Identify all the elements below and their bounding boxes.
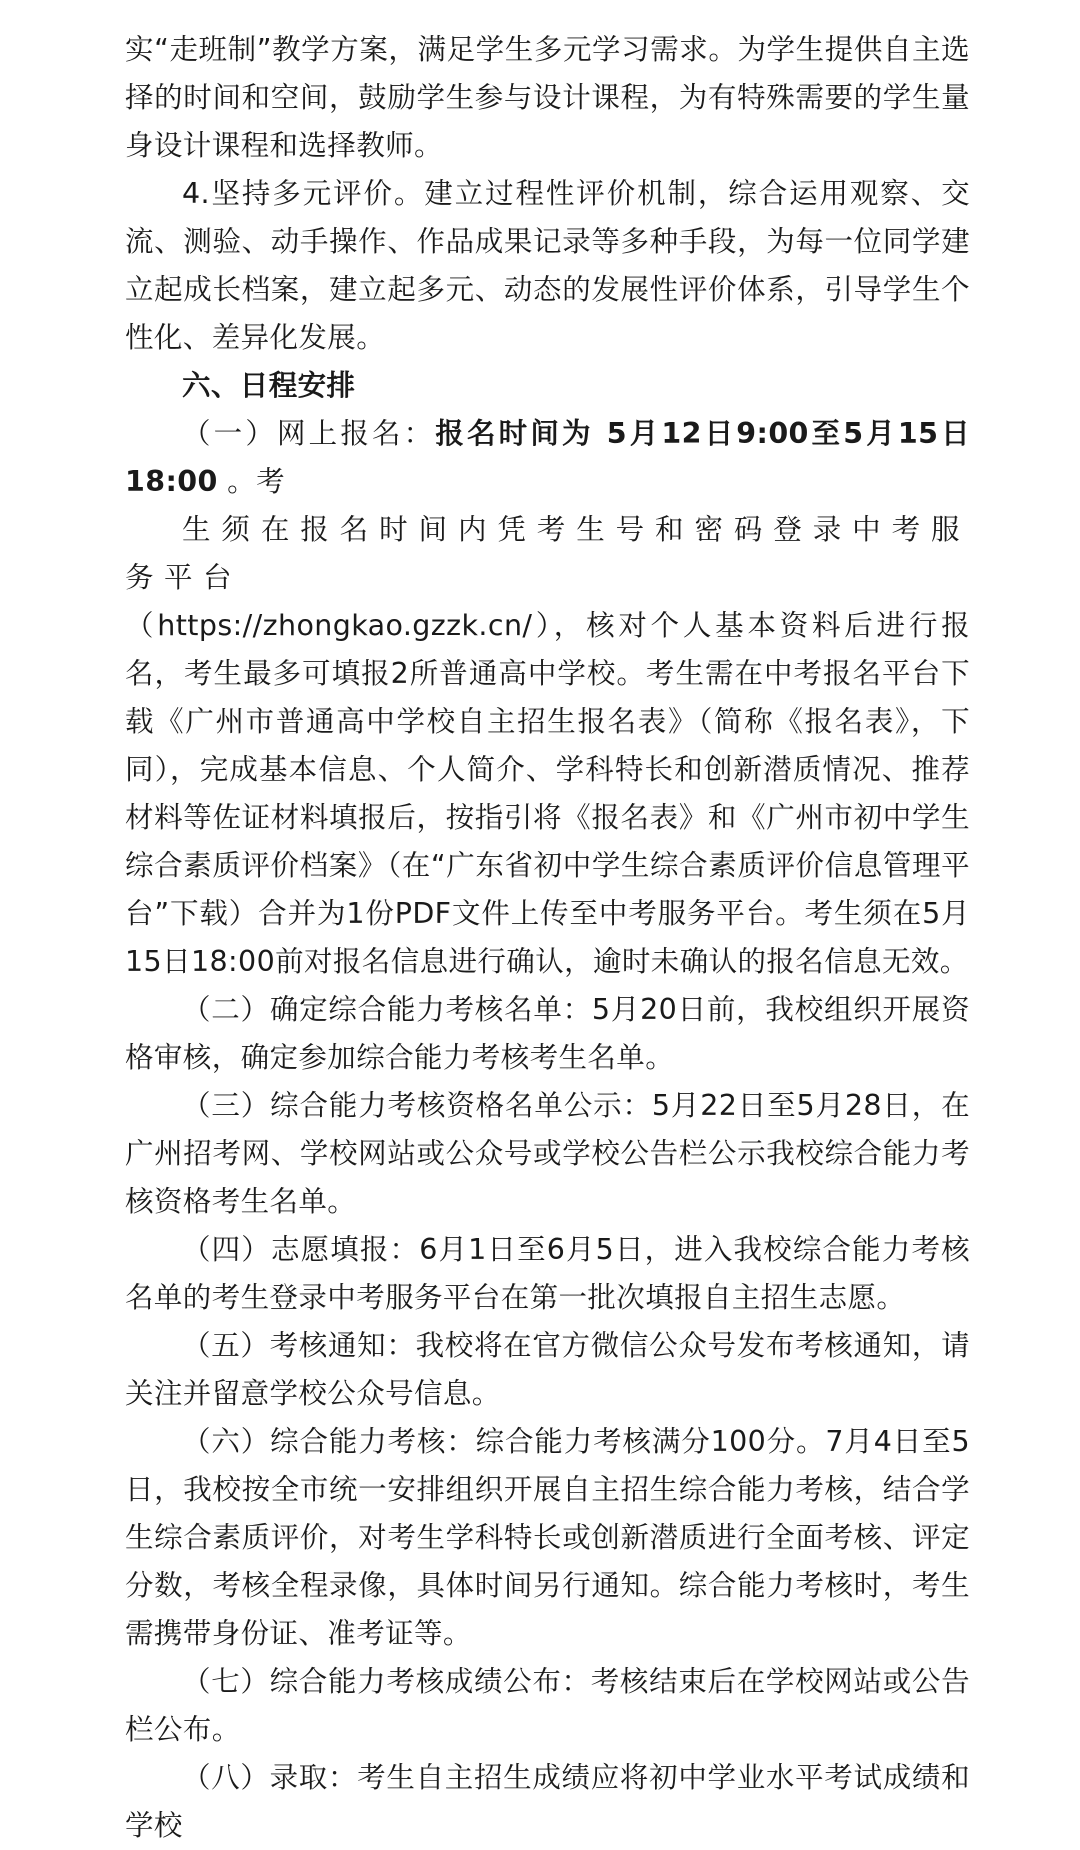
- paragraph-continuation: 实“走班制”教学方案，满足学生多元学习需求。为学生提供自主选择的时间和空间，鼓励学生参与设计课程，为有特殊需要的学生量身设计课程和选择教师。: [125, 33, 970, 162]
- item-list-publicity: （三）综合能力考核资格名单公示：5月22日至5月28日，在广州招考网、学校网站或公众号或学校公告栏公示我校综合能力考核资格考生名单。: [125, 1089, 970, 1218]
- registration-time-bold: 报名时间为 5月12日9:00至5月15日18:00: [125, 417, 970, 498]
- section-heading-schedule: 六、日程安排: [182, 369, 356, 402]
- item-confirm-list: （二）确定综合能力考核名单：5月20日前，我校组织开展资格审核，确定参加综合能力考核考生名单。: [125, 993, 970, 1074]
- item-online-registration: [125, 410, 970, 986]
- item-online-registration-after: 。考: [217, 465, 285, 498]
- paragraph-multi-evaluation: 4.坚持多元评价。建立过程性评价机制，综合运用观察、交流、测验、动手操作、作品成果记录等多种手段，为每一位同学建立起成长档案，建立起多元、动态的发展性评价体系，引导学生个性化、差异化发展。: [125, 177, 970, 354]
- item-online-registration-spread-line: 生须在报名时间内凭考生号和密码登录中考服务平台: [125, 513, 970, 594]
- item-score-publication: （七）综合能力考核成绩公布：考核结束后在学校网站或公告栏公布。: [125, 1665, 970, 1746]
- item-application-filling: （四）志愿填报：6月1日至6月5日，进入我校综合能力考核名单的考生登录中考服务平台在第一批次填报自主招生志愿。: [125, 1233, 970, 1314]
- item-online-registration-prefix: （一）网上报名：: [182, 417, 436, 450]
- item-online-registration-rest: （https://zhongkao.gzzk.cn/），核对个人基本资料后进行报名，考生最多可填报2所普通高中学校。考生需在中考报名平台下载《广州市普通高中学校自主招生报名表》（简称《报名表》，下同），完成基本信息、个人简介、学科特长和创新潜质情况、推荐材料等佐证材料填报后，按指引将《报名表》和《广州市初中学生综合素质评价档案》（在“广东省初中学生综合素质评价信息管理平台”下载）合并为1份PDF文件上传至中考服务平台。考生须在5月15日18:00前对报名信息进行确认，逾时未确认的报名信息无效。: [125, 609, 970, 978]
- document-body: [125, 26, 970, 1850]
- item-admission: （八）录取：考生自主招生成绩应将初中学业水平考试成绩和学校: [125, 1761, 970, 1842]
- item-comprehensive-assessment: （六）综合能力考核：综合能力考核满分100分。7月4日至5日，我校按全市统一安排组织开展自主招生综合能力考核，结合学生综合素质评价，对考生学科特长或创新潜质进行全面考核、评定分数，考核全程录像，具体时间另行通知。综合能力考核时，考生需携带身份证、准考证等。: [125, 1425, 970, 1650]
- item-assessment-notice: （五）考核通知：我校将在官方微信公众号发布考核通知，请关注并留意学校公众号信息。: [125, 1329, 970, 1410]
